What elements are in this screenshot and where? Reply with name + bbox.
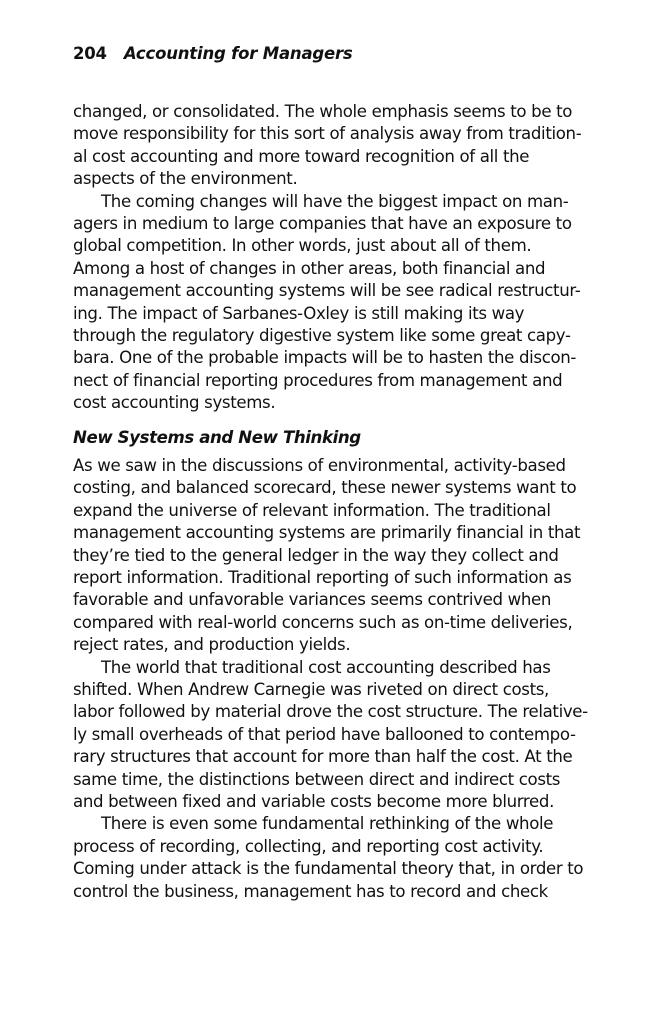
running-head xyxy=(73,44,353,63)
text-line: Among a host of changes in other areas, both financial and xyxy=(73,258,546,278)
text-line: and between fixed and variable costs become more blurred. xyxy=(73,791,554,811)
paragraph-fundamental-rethinking xyxy=(73,813,603,903)
text-line: The world that traditional cost accounting described has xyxy=(101,657,551,677)
text-line: labor followed by material drove the cost structure. The relative- xyxy=(73,702,588,722)
paragraph-world-shifted xyxy=(73,657,603,814)
text-line: management accounting systems are primarily financial in that xyxy=(73,523,581,543)
text-line: Coming under attack is the fundamental theory that, in order to xyxy=(73,859,584,879)
text-line: control the business, management has to record and check xyxy=(73,881,548,901)
section-heading: New Systems and New Thinking xyxy=(73,428,361,447)
text-line: nect of financial reporting procedures from management and xyxy=(73,370,563,390)
text-line: As we saw in the discussions of environmental, activity-based xyxy=(73,456,566,475)
text-line: favorable and unfavorable variances seems contrived when xyxy=(73,590,552,610)
paragraph-new-systems xyxy=(73,455,603,657)
text-line: through the regulatory digestive system like some great capy- xyxy=(73,325,571,345)
text-line: al cost accounting and more toward recognition of all the xyxy=(73,146,530,166)
text-line: cost accounting systems. xyxy=(73,393,276,413)
text-line: they’re tied to the general ledger in the way they collect and xyxy=(73,545,559,565)
text-line: management accounting systems will be see radical restructur- xyxy=(73,281,581,301)
text-line: rary structures that account for more than half the cost. At the xyxy=(73,747,573,767)
text-line: same time, the distinctions between direct and indirect costs xyxy=(73,769,561,789)
text-line: compared with real-world concerns such as on-time deliveries, xyxy=(73,612,573,632)
text-line: bara. One of the probable impacts will be to hasten the discon- xyxy=(73,348,577,368)
paragraph-coming-changes xyxy=(73,191,603,415)
text-line: move responsibility for this sort of analysis away from tradition- xyxy=(73,124,582,144)
paragraph-continuation xyxy=(73,101,603,191)
text-line: The coming changes will have the biggest impact on man- xyxy=(101,191,569,211)
text-line: report information. Traditional reporting of such information as xyxy=(73,567,572,587)
book-title: Accounting for Managers xyxy=(123,44,353,63)
text-line: expand the universe of relevant information. The traditional xyxy=(73,500,551,520)
text-line: aspects of the environment. xyxy=(73,169,298,189)
page-number: 204 xyxy=(73,44,107,63)
text-line: changed, or consolidated. The whole emphasis seems to be to xyxy=(73,102,573,121)
text-line: There is even some fundamental rethinking of the whole xyxy=(101,814,554,834)
text-line: ing. The impact of Sarbanes-Oxley is still making its way xyxy=(73,303,525,323)
text-line: shifted. When Andrew Carnegie was riveted on direct costs, xyxy=(73,679,549,699)
text-line: agers in medium to large companies that have an exposure to xyxy=(73,213,572,233)
text-line: costing, and balanced scorecard, these newer systems want to xyxy=(73,478,577,498)
text-line: global competition. In other words, just about all of them. xyxy=(73,236,532,256)
text-line: process of recording, collecting, and reporting cost activity. xyxy=(73,836,544,856)
text-line: ly small overheads of that period have ballooned to contempo- xyxy=(73,724,576,744)
text-line: reject rates, and production yields. xyxy=(73,635,351,655)
